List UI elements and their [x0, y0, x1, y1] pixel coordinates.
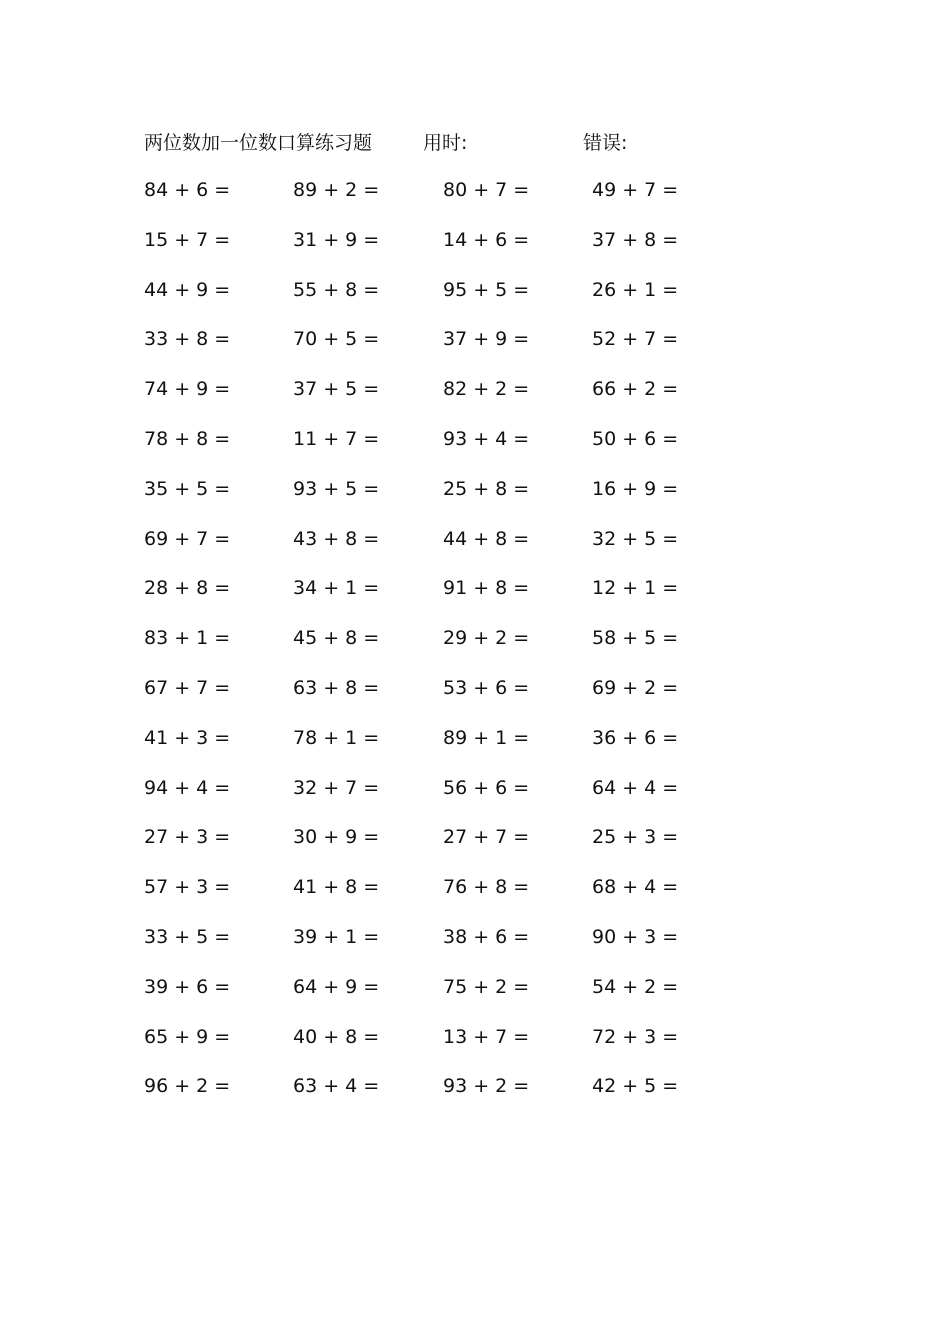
problem-item: 32 + 5 = [592, 527, 679, 550]
problem-item: 66 + 2 = [592, 378, 679, 401]
problem-item: 39 + 1 = [293, 925, 380, 948]
problem-item: 55 + 8 = [293, 278, 380, 301]
worksheet-title: 两位数加一位数口算练习题 [144, 132, 373, 154]
problem-item: 64 + 4 = [592, 776, 679, 799]
problem-item: 40 + 8 = [293, 1025, 380, 1048]
problem-item: 57 + 3 = [144, 876, 231, 899]
problem-item: 50 + 6 = [592, 427, 679, 450]
problem-item: 29 + 2 = [443, 627, 530, 650]
problem-item: 25 + 8 = [443, 477, 530, 500]
problem-item: 41 + 3 = [144, 726, 231, 749]
problem-item: 31 + 9 = [293, 228, 380, 251]
problem-item: 25 + 3 = [592, 826, 679, 849]
problem-item: 78 + 1 = [293, 726, 380, 749]
problem-item: 67 + 7 = [144, 676, 231, 699]
problem-item: 39 + 6 = [144, 975, 231, 998]
problem-item: 54 + 2 = [592, 975, 679, 998]
problem-item: 56 + 6 = [443, 776, 530, 799]
problem-item: 30 + 9 = [293, 826, 380, 849]
problem-item: 38 + 6 = [443, 925, 530, 948]
problem-item: 70 + 5 = [293, 328, 380, 351]
problem-item: 78 + 8 = [144, 427, 231, 450]
problem-item: 89 + 2 = [293, 179, 380, 201]
problem-item: 26 + 1 = [592, 278, 679, 301]
problem-item: 65 + 9 = [144, 1025, 231, 1048]
problem-item: 75 + 2 = [443, 975, 530, 998]
problem-item: 68 + 4 = [592, 876, 679, 899]
problem-item: 16 + 9 = [592, 477, 679, 500]
problem-item: 93 + 4 = [443, 427, 530, 450]
problem-item: 84 + 6 = [144, 179, 231, 201]
problem-item: 14 + 6 = [443, 228, 530, 251]
problem-item: 63 + 4 = [293, 1075, 380, 1098]
problem-item: 43 + 8 = [293, 527, 380, 550]
problem-item: 63 + 8 = [293, 676, 380, 699]
problem-item: 45 + 8 = [293, 627, 380, 650]
problem-item: 44 + 9 = [144, 278, 231, 301]
problem-item: 89 + 1 = [443, 726, 530, 749]
errors-label: 错误: [583, 132, 628, 154]
problem-item: 12 + 1 = [592, 577, 679, 600]
problem-item: 64 + 9 = [293, 975, 380, 998]
problem-item: 34 + 1 = [293, 577, 380, 600]
problem-item: 42 + 5 = [592, 1075, 679, 1098]
problem-item: 52 + 7 = [592, 328, 679, 351]
problem-item: 74 + 9 = [144, 378, 231, 401]
problem-item: 82 + 2 = [443, 378, 530, 401]
problem-item: 49 + 7 = [592, 179, 679, 201]
problem-item: 94 + 4 = [144, 776, 231, 799]
problem-item: 15 + 7 = [144, 228, 231, 251]
problem-grid [144, 176, 764, 1122]
problem-item: 91 + 8 = [443, 577, 530, 600]
problem-item: 35 + 5 = [144, 477, 231, 500]
problem-item: 37 + 5 = [293, 378, 380, 401]
problem-item: 58 + 5 = [592, 627, 679, 650]
problem-item: 93 + 2 = [443, 1075, 530, 1098]
problem-item: 32 + 7 = [293, 776, 380, 799]
problem-item: 33 + 8 = [144, 328, 231, 351]
problem-item: 13 + 7 = [443, 1025, 530, 1048]
worksheet-header [0, 128, 950, 158]
problem-item: 37 + 8 = [592, 228, 679, 251]
problem-item: 41 + 8 = [293, 876, 380, 899]
problem-item: 69 + 7 = [144, 527, 231, 550]
time-used-label: 用时: [423, 132, 468, 154]
problem-item: 53 + 6 = [443, 676, 530, 699]
problem-item: 37 + 9 = [443, 328, 530, 351]
problem-item: 93 + 5 = [293, 477, 380, 500]
problem-item: 33 + 5 = [144, 925, 231, 948]
problem-item: 95 + 5 = [443, 278, 530, 301]
problem-item: 36 + 6 = [592, 726, 679, 749]
problem-item: 96 + 2 = [144, 1075, 231, 1098]
problem-item: 76 + 8 = [443, 876, 530, 899]
problem-item: 27 + 3 = [144, 826, 231, 849]
problem-item: 11 + 7 = [293, 427, 380, 450]
problem-item: 27 + 7 = [443, 826, 530, 849]
problem-item: 72 + 3 = [592, 1025, 679, 1048]
problem-item: 28 + 8 = [144, 577, 231, 600]
problem-item: 83 + 1 = [144, 627, 231, 650]
problem-item: 44 + 8 = [443, 527, 530, 550]
problem-item: 80 + 7 = [443, 179, 530, 201]
problem-item: 90 + 3 = [592, 925, 679, 948]
problem-item: 69 + 2 = [592, 676, 679, 699]
